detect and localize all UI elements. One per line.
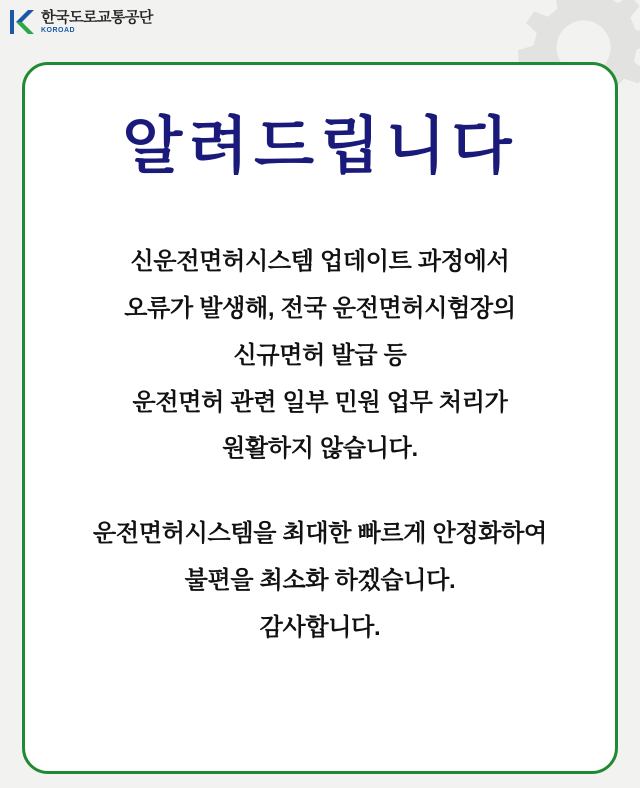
notice-body	[25, 239, 615, 651]
notice-line: 오류가 발생해, 전국 운전면허시험장의	[124, 294, 516, 322]
notice-title: 알려드립니다	[122, 112, 518, 181]
notice-line: 불편을 최소화 하겠습니다.	[184, 566, 456, 594]
notice-line: 운전면허 관련 일부 민원 업무 처리가	[132, 388, 508, 416]
notice-line: 감사합니다.	[259, 613, 381, 641]
notice-line: 운전면허시스템을 최대한 빠르게 안정화하여	[93, 520, 547, 548]
logo-sub-text: KOROAD	[41, 27, 76, 34]
koroad-k-logo-icon	[10, 8, 36, 36]
paragraph-spacer	[25, 473, 615, 511]
logo-text	[41, 10, 153, 34]
site-header	[10, 8, 153, 36]
notice-line: 신규면허 발급 등	[233, 341, 407, 369]
notice-card	[22, 62, 618, 774]
logo-main-text: 한국도로교통공단	[41, 9, 153, 26]
notice-line: 원활하지 않습니다.	[222, 435, 418, 463]
notice-line: 신운전면허시스템 업데이트 과정에서	[130, 248, 510, 276]
